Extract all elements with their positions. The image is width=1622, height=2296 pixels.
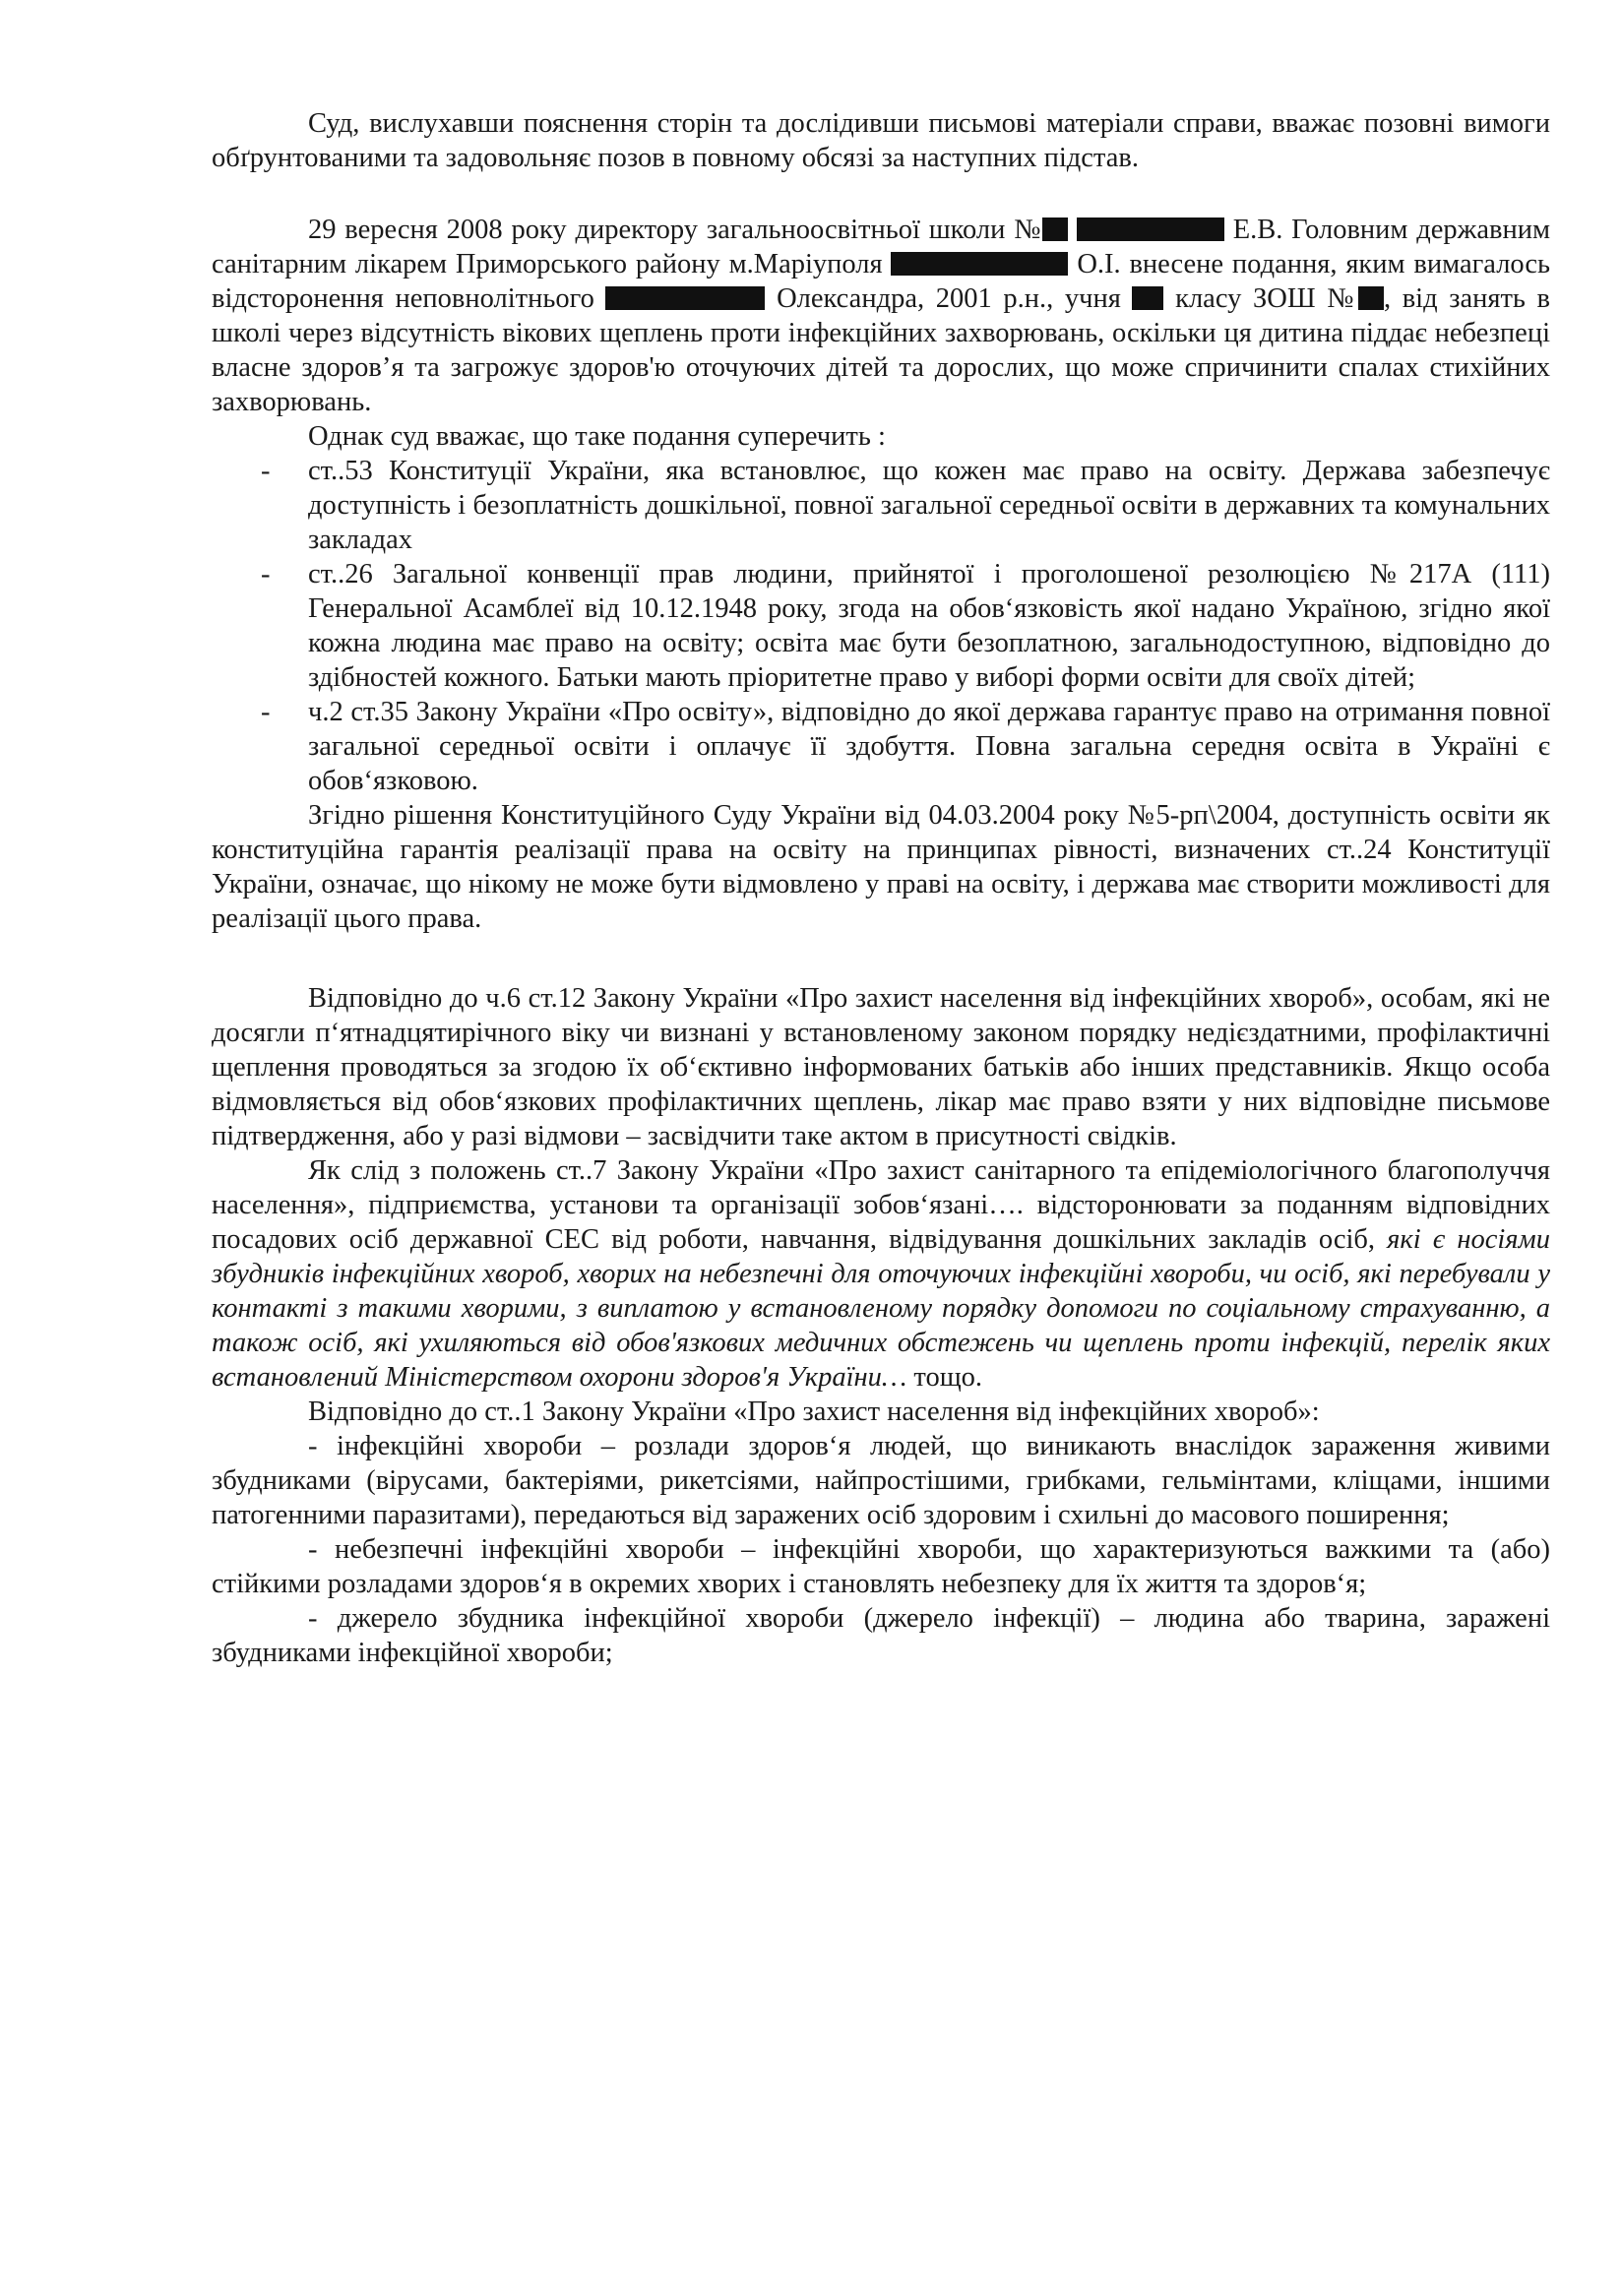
text-segment: О.І. внесене подання, яким вимагалось відсторонення неповнолітнього [212, 249, 1551, 314]
legal-basis-list [212, 454, 1550, 798]
text-segment: тощо. [906, 1362, 983, 1393]
paragraph-article-12: Відповідно до ч.6 ст.12 Закону України «Про захист населення від інфекційних хвороб», особам, які не досягли п‘ятнадцятирічного віку чи визнані у встановленому законом порядку недієздатними, профілактичні щеплення проводяться за згодою їх об‘єктивно інформованих батьків або інших представників. Якщо особа відмовляється від обов‘язкових профілактичних щеплень, лікар має право взяти у них відповідне письмове підтвердження, або у разі відмови – засвідчити таке актом в присутності свідків. [212, 983, 1550, 1151]
list-item: - ч.2 ст.35 Закону України «Про освіту», відповідно до якої держава гарантує право на отримання повної загальної середньої освіти і оплачує її здобуття. Повна загальна середня освіта в Україні є обов‘язковою. [212, 695, 1550, 798]
paragraph-article-7 [212, 1153, 1550, 1395]
definition-item: - інфекційні хвороби – розлади здоров‘я людей, що виникають внаслідок зараження живими збудниками (вірусами, бактеріями, рикетсіями, найпростішими, грибками, гельмінтами, кліщами, іншими патогенними паразитами), передаються від заражених осіб здоровим і схильні до масового поширення; [212, 1431, 1550, 1530]
paragraph-contradicts: Однак суд вважає, що таке подання суперечить : [308, 421, 886, 452]
redaction-block [1042, 217, 1068, 241]
redaction-block [1132, 286, 1163, 310]
text-segment: 29 вересня 2008 року директору загальноосвітньої школи № [308, 215, 1043, 245]
definition-item: - небезпечні інфекційні хвороби – інфекційні хвороби, що характеризуються важкими та (або) стійкими розладами здоров‘я в окремих хворих і становлять небезпеку для їх життя та здоров‘я; [212, 1534, 1550, 1599]
text-segment: Е.В. Головним державним санітарним лікарем Приморського району м.Маріуполя [212, 215, 1551, 279]
text-segment: класу ЗОШ № [1175, 283, 1358, 314]
definition-item: - джерело збудника інфекційної хвороби (джерело інфекції) – людина або тварина, заражені збудниками інфекційної хвороби; [212, 1603, 1550, 1668]
redaction-block [1358, 286, 1384, 310]
text-segment: Олександра, 2001 р.н., учня [777, 283, 1121, 314]
document-page [212, 106, 1550, 1670]
paragraph-submission [212, 213, 1550, 419]
redaction-block [605, 286, 765, 310]
text-segment: , від занять в школі через відсутність вікових щеплень проти інфекційних захворювань, оскільки ця дитина піддає небезпеці власне здоров’я та загрожує здоров'ю оточуючих дітей та дорослих, що може спричинити спалах стихійних захворювань. [212, 283, 1551, 417]
redaction-block [1077, 217, 1224, 241]
intro-paragraph: Суд, вислухавши пояснення сторін та дослідивши письмові матеріали справи, вважає позовні вимоги обґрунтованими та задовольняє позов в повному обсязі за наступних підстав. [212, 108, 1550, 173]
redaction-block [891, 252, 1068, 276]
paragraph-constitutional-court: Згідно рішення Конституційного Суду України від 04.03.2004 року №5-рп\2004, доступність освіти як конституційна гарантія реалізації права на освіту на принципах рівності, визначених ст..24 Конституції України, означає, що нікому не може бути відмовлено у праві на освіту, і держава має створити можливості для реалізації цього права. [212, 800, 1550, 934]
italic-quote: які є носіями збудників інфекційних хвороб, хворих на небезпечні для оточуючих інфекційні хвороби, чи осіб, які перебували у контакті з такими хворими, з виплатою у встановленому порядку допомоги по соціальному страхуванню, а також осіб, які ухиляються від обов'язкових медичних обстежень чи щеплень проти інфекцій, перелік яких встановлений Міністерством охорони здоров'я України… [212, 1224, 1550, 1393]
paragraph-article-1: Відповідно до ст..1 Закону України «Про захист населення від інфекційних хвороб»: [308, 1396, 1320, 1427]
text-segment: Як слід з положень ст..7 Закону України «Про захист санітарного та епідеміологічного благополуччя населення», підприємства, установи та організації зобов‘язані…. відсторонювати за поданням відповідних посадових осіб державної СЕС від роботи, навчання, відвідування дошкільних закладів осіб, [212, 1155, 1550, 1255]
list-item: - ст..53 Конституції України, яка встановлює, що кожен має право на освіту. Держава забезпечує доступність і безоплатність дошкільної, повної загальної середньої освіти в державних та комунальних закладах [212, 454, 1550, 557]
list-item: - ст..26 Загальної конвенції прав людини, прийнятої і проголошеної резолюцією №217А (111) Генеральної Асамблеї від 10.12.1948 року, згода на обов‘язковість якої надано Україною, згідно якої кожна людина має право на освіту; освіта має бути безоплатною, загальнодоступною, відповідно до здібностей кожного. Батьки мають пріоритетне право у виборі форми освіти для своїх дітей; [212, 557, 1550, 695]
